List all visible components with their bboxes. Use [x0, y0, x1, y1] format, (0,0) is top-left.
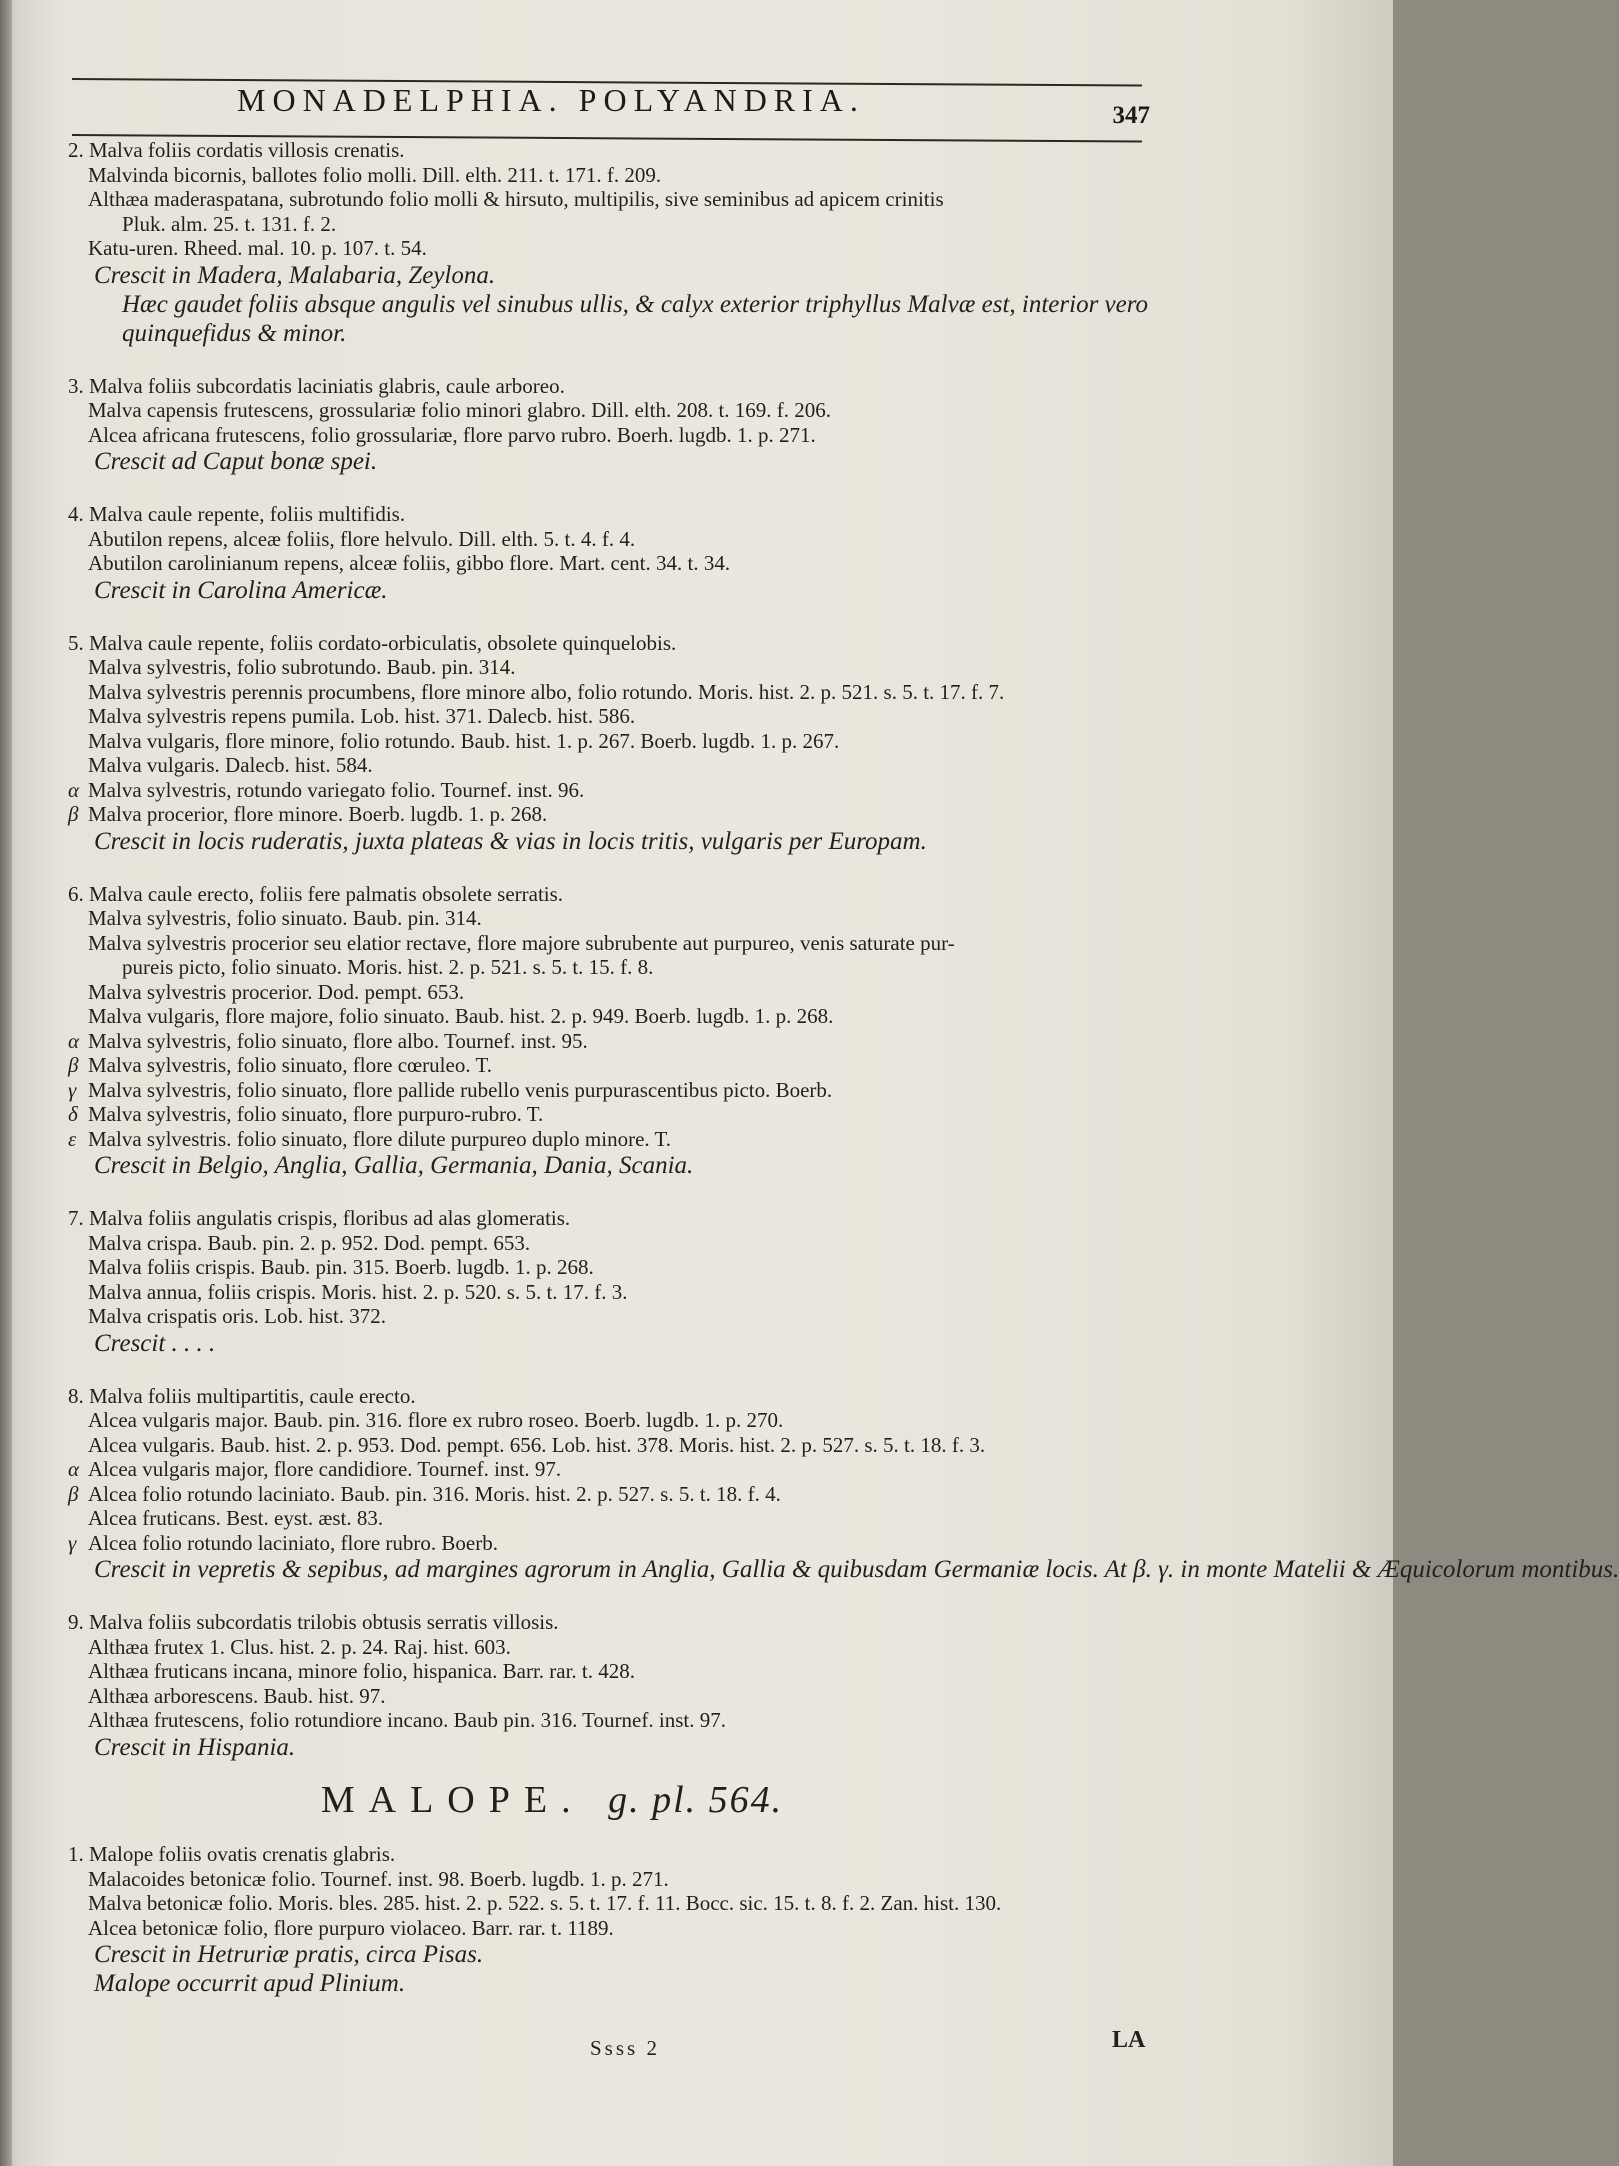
synonym-text: Malva crispatis oris. Lob. hist. 372. [88, 1304, 387, 1328]
synonym-line [62, 704, 1162, 729]
species-entry [62, 502, 1162, 605]
synonym-line: β Alcea folio rotundo laciniato. Baub. pin. 316. Moris. hist. 2. p. 527. s. 5. t. 18. f. 4. [68, 1481, 781, 1506]
synonym-line [62, 527, 1162, 552]
synonym-line [62, 212, 1162, 237]
habitat-statement: Crescit ad Caput bonæ spei. [94, 448, 378, 475]
species-diagnosis: 9. Malva foliis subcordatis trilobis obtusis serratis villosis. [68, 1610, 559, 1634]
synonym-line [62, 1635, 1162, 1660]
synonym-text: Malva sylvestris, folio subrotundo. Baub. pin. 314. [88, 655, 516, 679]
synonym-text: Malva sylvestris procerior. Dod. pempt. 653. [88, 979, 465, 1004]
page-header [72, 72, 1150, 142]
synonym-line [62, 1304, 1162, 1329]
synonym-text: Malva sylvestris repens pumila. Lob. hist. 371. Dalecb. hist. 586. [88, 704, 636, 728]
synonym-line [62, 1255, 1162, 1280]
synonym-line: α Malva sylvestris, folio sinuato, flore albo. Tournef. inst. 95. [68, 1028, 588, 1053]
synonym-text: Malva vulgaris, flore majore, folio sinuato. Baub. hist. 2. p. 949. Boerb. lugdb. 1. p. 268. [88, 1004, 834, 1028]
species-entry [62, 631, 1162, 856]
synonym-text: Malva capensis frutescens, grossulariæ folio minori glabro. Dill. elth. 208. t. 169. f. 206. [88, 398, 832, 422]
synonym-line [62, 729, 1162, 754]
synonym-text: Alcea fruticans. Best. eyst. æst. 83. [88, 1506, 384, 1530]
synonym-line [62, 187, 1162, 212]
synonym-text: Malacoides betonicæ folio. Tournef. inst. 98. Boerb. lugdb. 1. p. 271. [88, 1866, 669, 1891]
species-diagnosis: 2. Malva foliis cordatis villosis crenatis. [68, 138, 405, 162]
synonym-text: Althæa maderaspatana, subrotundo folio molli & hirsuto, multipilis, sive seminibus ad apicem crinitis [88, 187, 944, 211]
habitat-statement: Crescit in vepretis & sepibus, ad margines agrorum in Anglia, Gallia & quibusdam Germaniæ locis. At β. γ. in monte Matelii & Æquicolorum montibus. [94, 1556, 1619, 1583]
habitat-statement: Crescit in Madera, Malabaria, Zeylona. [94, 261, 496, 289]
synonym-text: Alcea betonicæ folio, flore purpuro violaceo. Barr. rar. t. 1189. [88, 1915, 614, 1940]
synonym-text: Malva betonicæ folio. Moris. bles. 285. hist. 2. p. 522. s. 5. t. 17. f. 11. Bocc. sic. 15. t. 8. f. 2. Zan. hist. 130. [88, 1891, 1002, 1915]
synonym-text: Malvinda bicornis, ballotes folio molli. Dill. elth. 211. t. 171. f. 209. [88, 162, 662, 187]
synonym-line [62, 398, 1162, 423]
habitat-statement: Crescit in Hetruriæ pratis, circa Pisas. [94, 1941, 484, 1968]
running-title: MONADELPHIA. POLYANDRIA. [237, 82, 865, 118]
synonym-text: Alcea africana frutescens, folio grossulariæ, flore parvo rubro. Boerh. lugdb. 1. p. 271. [88, 422, 816, 447]
synonym-line [62, 1280, 1162, 1305]
synonym-text: Althæa frutex 1. Clus. hist. 2. p. 24. Raj. hist. 603. [88, 1634, 511, 1659]
synonym-text: Althæa arborescens. Baub. hist. 97. [88, 1683, 386, 1708]
habitat-statement: Crescit . . . . [94, 1329, 216, 1357]
synonym-line [62, 551, 1162, 576]
species-entry [62, 1206, 1162, 1358]
synonym-line [62, 1916, 1162, 1941]
synonym-text: Malva sylvestris, folio sinuato. Baub. pin. 314. [88, 906, 482, 930]
synonym-text: Abutilon carolinianum repens, alceæ foliis, gibbo flore. Mart. cent. 34. t. 34. [88, 551, 731, 575]
synonym-line [62, 236, 1162, 261]
synonym-line [62, 680, 1162, 705]
page-content [62, 138, 1619, 2024]
synonym-text: Malva sylvestris procerior seu elatior rectave, flore majore subrubente aut purpureo, venis saturate pur- [88, 930, 955, 955]
synonym-line: α Alcea vulgaris major, flore candidiore. Tournef. inst. 97. [68, 1457, 562, 1481]
habitat-statement: Crescit in locis ruderatis, juxta plateas & vias in locis tritis, vulgaris per Europam. [94, 827, 927, 855]
synonym-text: Malva vulgaris. Dalecb. hist. 584. [88, 753, 373, 777]
synonym-line [62, 980, 1162, 1005]
species-diagnosis: 6. Malva caule erecto, foliis fere palmatis obsolete serratis. [68, 881, 564, 906]
synonym-line: ε Malva sylvestris. folio sinuato, flore dilute purpureo duplo minore. T. [68, 1126, 672, 1151]
genus-heading [62, 1778, 1162, 1821]
habitat-statement: Crescit in Carolina Americæ. [94, 576, 388, 604]
synonym-line [62, 1891, 1162, 1916]
synonym-text: Malva procerior, flore minore. Boerb. lugdb. 1. p. 268. [88, 802, 548, 826]
synonym-text: Malva crispa. Baub. pin. 2. p. 952. Dod. pempt. 653. [88, 1230, 531, 1255]
synonym-line [62, 1408, 1162, 1433]
species-entry [62, 374, 1162, 477]
synonym-text: Pluk. alm. 25. t. 131. f. 2. [122, 211, 337, 236]
habitat-statement: Crescit in Belgio, Anglia, Gallia, Germania, Dania, Scania. [94, 1152, 694, 1179]
species-note: Hæc gaudet foliis absque angulis vel sinubus ullis, & calyx exterior triphyllus Malvæ est, interior vero quinquefidus & minor. [122, 290, 1149, 347]
genus-name: MALOPE. [320, 1778, 585, 1821]
synonym-text: Althæa frutescens, folio rotundiore incano. Baub pin. 316. Tournef. inst. 97. [88, 1708, 726, 1732]
synonym-line [62, 163, 1162, 188]
synonym-text: Althæa fruticans incana, minore folio, hispanica. Barr. rar. t. 428. [88, 1659, 636, 1683]
synonym-text: Abutilon repens, alceæ foliis, flore helvulo. Dill. elth. 5. t. 4. f. 4. [88, 526, 636, 551]
synonym-line [62, 1659, 1162, 1684]
species-entry [62, 1842, 1162, 1998]
species-entry [62, 138, 1162, 348]
synonym-text: Malva sylvestris perennis procumbens, flore minore albo, folio rotundo. Moris. hist. 2. p. 521. s. 5. t. 17. f. 7. [88, 679, 1005, 704]
genus-species-entries [62, 1842, 1162, 1998]
species-diagnosis: 4. Malva caule repente, foliis multifidis. [68, 502, 406, 526]
synonym-line: δ Malva sylvestris, folio sinuato, flore purpuro-rubro. T. [68, 1102, 544, 1126]
synonym-line: γ Malva sylvestris, folio sinuato, flore pallide rubello venis purpurascentibus picto. Boerb. [68, 1077, 833, 1102]
synonym-text: Alcea vulgaris. Baub. hist. 2. p. 953. Dod. pempt. 656. Lob. hist. 378. Moris. hist. 2. p. 527. s. 5. t. 18. f. 3. [88, 1432, 986, 1457]
synonym-line: β Malva procerior, flore minore. Boerb. lugdb. 1. p. 268. [68, 802, 548, 826]
synonym-line: β Malva sylvestris, folio sinuato, flore cœruleo. T. [68, 1053, 492, 1077]
synonym-text: Alcea vulgaris major. Baub. pin. 316. flore ex rubro roseo. Boerb. lugdb. 1. p. 270. [88, 1408, 784, 1432]
synonym-line [62, 1004, 1162, 1029]
species-diagnosis: 5. Malva caule repente, foliis cordato-orbiculatis, obsolete quinquelobis. [68, 630, 677, 655]
species-diagnosis: 7. Malva foliis angulatis crispis, floribus ad alas glomeratis. [68, 1206, 571, 1230]
synonym-text: pureis picto, folio sinuato. Moris. hist. 2. p. 521. s. 5. t. 15. f. 8. [122, 955, 654, 979]
synonym-line: α Malva sylvestris, rotundo variegato folio. Tournef. inst. 96. [68, 777, 585, 802]
page-number: 347 [1112, 102, 1150, 129]
synonym-text: Malva foliis crispis. Baub. pin. 315. Boerb. lugdb. 1. p. 268. [88, 1255, 594, 1279]
synonym-line [62, 423, 1162, 448]
synonym-text: Alcea folio rotundo laciniato. Baub. pin. 316. Moris. hist. 2. p. 527. s. 5. t. 18. f. 4. [88, 1481, 781, 1506]
synonym-line [62, 955, 1162, 980]
synonym-text: Malva annua, foliis crispis. Moris. hist. 2. p. 520. s. 5. t. 17. f. 3. [88, 1279, 628, 1304]
synonym-text: Katu-uren. Rheed. mal. 10. p. 107. t. 54. [88, 236, 427, 260]
synonym-text: Malva vulgaris, flore minore, folio rotundo. Baub. hist. 1. p. 267. Boerb. lugdb. 1. p. 267. [88, 728, 840, 753]
synonym-line [62, 1867, 1162, 1892]
species-diagnosis: 1. Malope foliis ovatis crenatis glabris. [68, 1842, 396, 1866]
species-diagnosis: 3. Malva foliis subcordatis laciniatis glabris, caule arboreo. [68, 373, 565, 398]
habitat-statement: Crescit in Hispania. [94, 1733, 296, 1761]
species-entry [62, 1383, 1619, 1585]
synonym-line [62, 1684, 1162, 1709]
synonym-line [62, 1708, 1162, 1733]
species-entry [62, 882, 1162, 1181]
synonym-text: Alcea vulgaris major, flore candidiore. Tournef. inst. 97. [88, 1457, 562, 1481]
synonym-line: γ Alcea folio rotundo laciniato, flore rubro. Boerb. [68, 1530, 498, 1555]
species-entries [62, 138, 1619, 1762]
synonym-line [62, 1231, 1162, 1256]
habitat-statement-extra: Malope occurrit apud Plinium. [94, 1970, 406, 1997]
signature-mark: Ssss 2 [590, 2036, 660, 2060]
genus-reference: g. pl. 564. [608, 1778, 784, 1821]
species-diagnosis: 8. Malva foliis multipartitis, caule erecto. [68, 1383, 416, 1408]
synonym-text: Malva sylvestris, folio sinuato, flore cœruleo. T. [88, 1053, 492, 1077]
synonym-line [62, 655, 1162, 680]
synonym-line [62, 931, 1162, 956]
species-entry [62, 1610, 1162, 1762]
synonym-text: Malva sylvestris. folio sinuato, flore dilute purpureo duplo minore. T. [88, 1126, 672, 1151]
synonym-line [62, 906, 1162, 931]
synonym-line [62, 753, 1162, 778]
synonym-line [62, 1433, 1162, 1458]
synonym-line [62, 1506, 1162, 1531]
synonym-text: Malva sylvestris, folio sinuato, flore purpuro-rubro. T. [88, 1102, 544, 1126]
synonym-text: Alcea folio rotundo laciniato, flore rubro. Boerb. [88, 1530, 498, 1555]
synonym-text: Malva sylvestris, folio sinuato, flore pallide rubello venis purpurascentibus picto. Boerb. [88, 1077, 833, 1102]
synonym-text: Malva sylvestris, folio sinuato, flore albo. Tournef. inst. 95. [88, 1028, 588, 1053]
catchword: LA [1112, 2027, 1146, 2053]
synonym-text: Malva sylvestris, rotundo variegato folio. Tournef. inst. 96. [88, 777, 585, 802]
